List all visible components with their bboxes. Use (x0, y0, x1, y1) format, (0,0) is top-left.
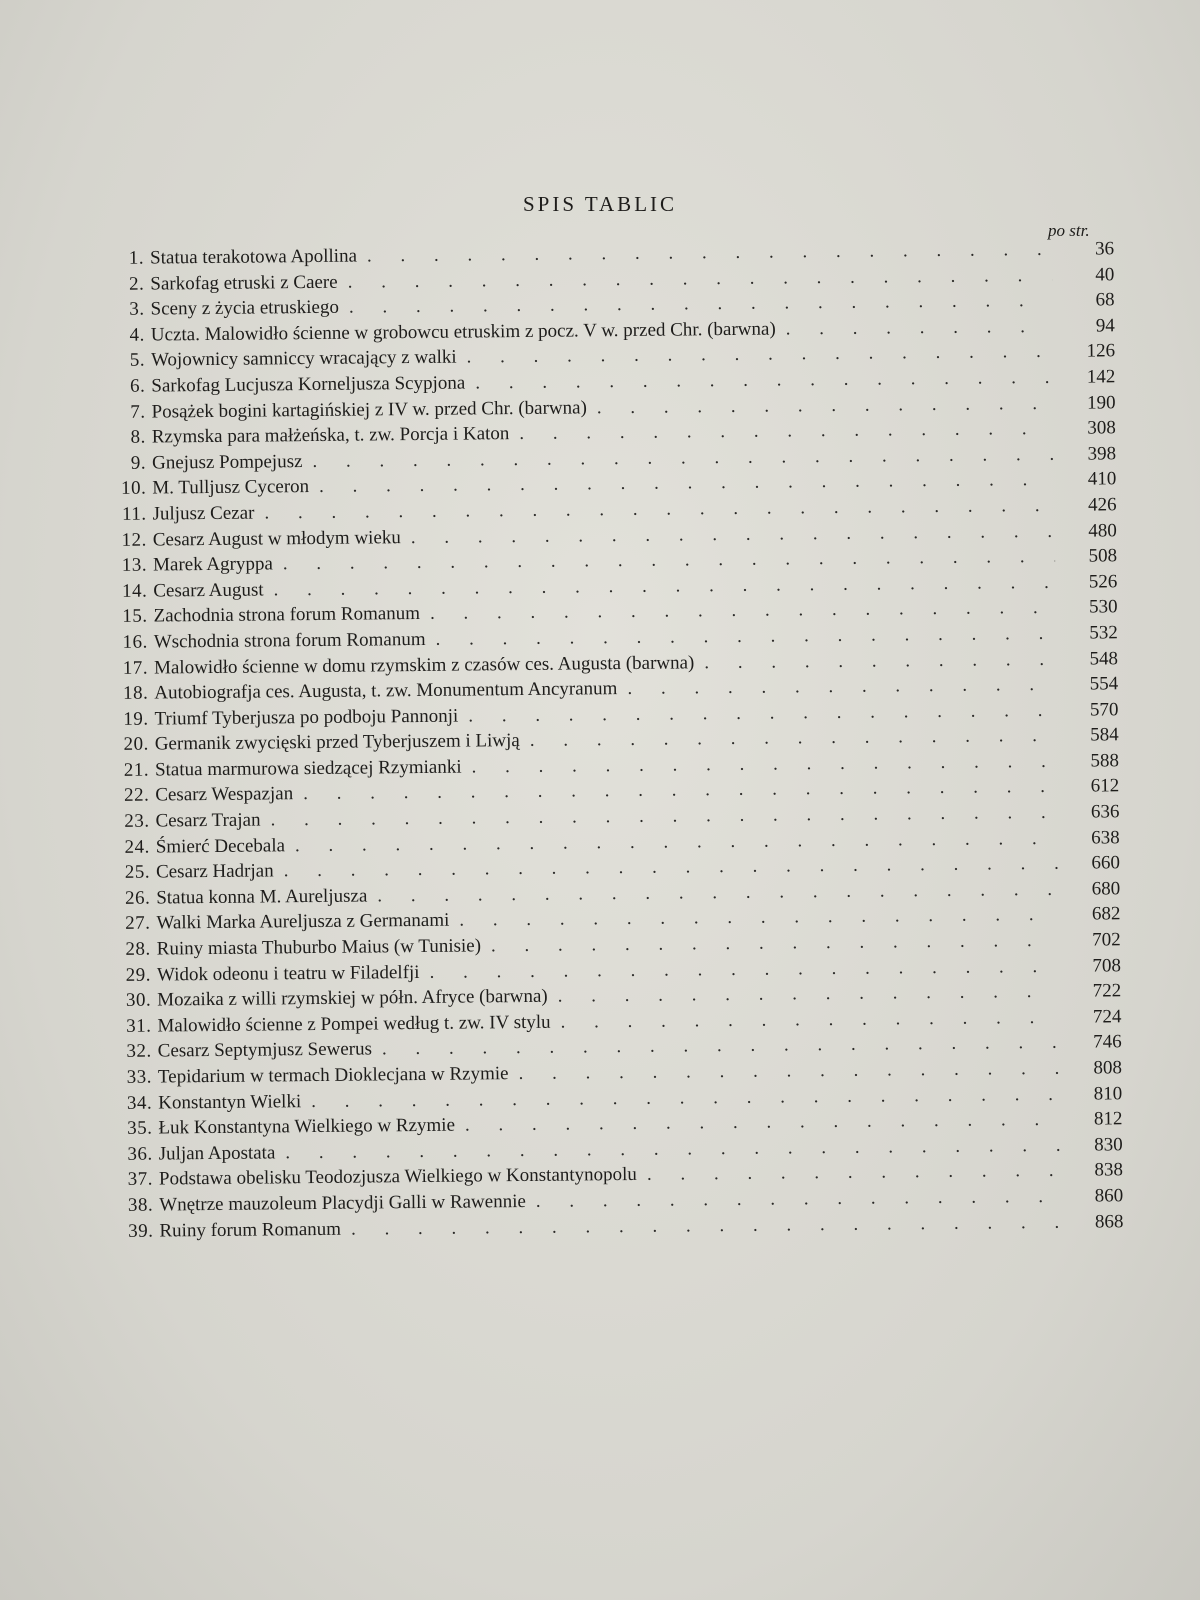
entry-title: Gnejusz Pompejusz (151, 450, 303, 474)
entry-number: 26. (124, 887, 151, 909)
entry-title: Ruiny miasta Thuburbo Maius (w Tunisie) (156, 935, 482, 960)
entry-number: 17. (122, 657, 149, 679)
entry-page-number: 190 (1086, 391, 1116, 414)
entry-title: Cesarz Hadrjan (155, 860, 274, 883)
dot-leader (647, 1158, 1061, 1188)
entry-title: Juljan Apostata (158, 1142, 276, 1165)
entry-number: 6. (129, 375, 146, 397)
entry-number: 4. (129, 324, 145, 346)
entry-title: Łuk Konstantyna Wielkiego w Rzymie (158, 1114, 456, 1139)
entry-title: Podstawa obelisku Teodozjusza Wielkiego w Konstantynopolu (158, 1164, 637, 1190)
entry-page-number: 480 (1088, 519, 1117, 542)
entry-number: 18. (122, 682, 149, 704)
entry-title: Cesarz Septymjusz Sewerus (157, 1038, 373, 1062)
entry-number: 5. (129, 349, 146, 372)
entry-title: Statua konna M. Aureljusza (156, 885, 368, 909)
entry-page-number: 860 (1094, 1185, 1124, 1207)
entry-number: 34. (126, 1092, 153, 1114)
entry-number: 25. (124, 861, 151, 884)
entry-title: Malowidło ścienne w domu rzymskim z czasów ces. Augusta (barwna) (153, 651, 695, 679)
entry-page-number: 142 (1086, 366, 1116, 388)
entry-page-number: 570 (1089, 698, 1119, 721)
entry-page-number: 126 (1086, 340, 1116, 362)
entry-title: Statua terakotowa Apollina (150, 245, 358, 269)
entry-page-number: 702 (1092, 929, 1121, 951)
entry-number: 20. (123, 733, 149, 756)
entry-number: 23. (124, 810, 150, 832)
entry-number: 2. (129, 273, 145, 295)
entry-page-number: 838 (1094, 1159, 1124, 1181)
entry-title: Triumf Tyberjusza po podboju Pannonji (154, 705, 459, 730)
page-column-heading: po str. (1048, 221, 1090, 240)
entry-number: 9. (130, 452, 147, 474)
entry-title: Germanik zwycięski przed Tyberjuszem i Liwją (154, 730, 520, 755)
entry-title: Cesarz Trajan (155, 809, 261, 832)
entry-number: 13. (121, 554, 148, 576)
entry-title: Ruiny forum Romanum (159, 1218, 342, 1242)
entry-page-number: 508 (1088, 545, 1118, 567)
entry-number: 8. (130, 426, 146, 448)
entry-page-number: 308 (1087, 417, 1116, 439)
entry-title: Widok odeonu i teatru w Filadelfji (156, 961, 420, 986)
entry-title: Malowidło ścienne z Pompei według t. zw. IV stylu (157, 1011, 551, 1037)
entry-page-number: 530 (1088, 596, 1118, 618)
entry-page-number: 36 (1094, 238, 1115, 260)
entry-number: 36. (127, 1143, 153, 1165)
entry-page-number: 808 (1093, 1057, 1123, 1079)
entry-page-number: 94 (1095, 315, 1115, 337)
entry-page-number: 40 (1095, 263, 1115, 286)
entry-title: Posążek bogini kartagińskiej z IV w. przed Chr. (barwna) (151, 396, 587, 423)
entry-number: 32. (126, 1040, 152, 1063)
dot-leader (351, 1209, 1062, 1241)
entry-page-number: 532 (1089, 622, 1118, 644)
entry-number: 37. (127, 1168, 154, 1191)
entry-title: Sarkofag Lucjusza Korneljusza Scypjona (151, 372, 466, 397)
entry-title: Walki Marka Aureljusza z Germanami (156, 910, 450, 934)
entry-page-number: 588 (1090, 750, 1120, 772)
entry-page-number: 660 (1091, 852, 1121, 874)
entry-number: 15. (122, 605, 148, 628)
entry-title: Wojownicy samniccy wracający z walki (150, 346, 457, 371)
entry-number: 30. (125, 989, 152, 1012)
entry-page-number: 426 (1087, 494, 1117, 516)
entry-number: 16. (122, 631, 148, 653)
entry-title: Rzymska para małżeńska, t. zw. Porcja i Katon (151, 423, 510, 448)
entry-page-number: 638 (1091, 826, 1120, 849)
entry-number: 28. (125, 938, 151, 960)
entry-title: Tepidarium w termach Dioklecjana w Rzymie (157, 1063, 509, 1088)
entry-title: Śmierć Decebala (155, 834, 286, 858)
entry-page-number: 410 (1087, 468, 1117, 490)
entry-title: Wnętrze mauzoleum Placydji Galli w Rawennie (159, 1190, 526, 1216)
entry-title: Cesarz Wespazjan (155, 783, 294, 807)
entry-title: Zachodnia strona forum Romanum (153, 603, 421, 627)
page-title: SPIS TABLIC (522, 192, 678, 216)
entry-number: 24. (124, 836, 150, 858)
entry-page-number: 398 (1087, 443, 1117, 465)
entry-title: M. Tulljusz Cyceron (152, 476, 310, 499)
entry-page-number: 680 (1091, 878, 1121, 900)
dot-leader (704, 646, 1056, 675)
entry-page-number: 812 (1093, 1108, 1123, 1130)
entry-page-number: 548 (1089, 647, 1119, 670)
entry-number: 27. (125, 913, 151, 935)
entry-number: 29. (125, 964, 152, 986)
entry-page-number: 708 (1092, 954, 1122, 977)
entry-page-number: 554 (1089, 673, 1119, 695)
entry-number: 7. (130, 401, 146, 423)
entry-number: 38. (127, 1194, 154, 1216)
entry-title: Sarkofag etruski z Caere (150, 271, 338, 295)
entry-number: 21. (123, 759, 150, 781)
entry-number: 39. (128, 1220, 154, 1242)
entry-page-number: 746 (1093, 1031, 1122, 1053)
entry-number: 10. (120, 477, 147, 500)
entry-page-number: 830 (1094, 1134, 1123, 1156)
entry-page-number: 584 (1090, 724, 1119, 746)
entry-title: Marek Agryppa (152, 553, 273, 576)
entry-title: Sceny z życia etruskiego (150, 296, 340, 320)
entry-title: Cesarz August (153, 579, 264, 602)
plates-list (104, 236, 1124, 1244)
entry-page-number: 682 (1091, 903, 1121, 925)
entry-number: 3. (129, 298, 145, 320)
entry-page-number: 526 (1088, 571, 1118, 593)
entry-title: Autobiografja ces. Augusta, t. zw. Monumentum Ancyranum (154, 678, 618, 704)
entry-page-number: 68 (1095, 289, 1115, 311)
entry-title: Uczta. Malowidło ścienne w grobowcu etruskim z pocz. V w. przed Chr. (barwna) (150, 318, 776, 346)
entry-title: Statua marmurowa siedzącej Rzymianki (154, 756, 462, 781)
entry-page-number: 810 (1093, 1082, 1123, 1105)
entry-number: 1. (128, 247, 145, 269)
entry-page-number: 636 (1090, 801, 1120, 823)
entry-page-number: 868 (1094, 1210, 1124, 1233)
entry-title: Mozaika z willi rzymskiej w półn. Afryce (barwna) (157, 985, 548, 1011)
entry-number: 11. (121, 503, 147, 525)
entry-title: Cesarz August w młodym wieku (152, 526, 401, 551)
entry-number: 22. (123, 785, 150, 807)
entry-number: 14. (121, 580, 148, 602)
entry-title: Konstantyn Wielki (158, 1090, 302, 1114)
entry-number: 35. (127, 1117, 153, 1140)
entry-number: 33. (126, 1066, 153, 1088)
entry-number: 19. (123, 708, 149, 730)
entry-page-number: 724 (1092, 1006, 1122, 1028)
entry-title: Wschodnia strona forum Romanum (153, 628, 426, 653)
dot-leader (786, 314, 1053, 342)
entry-number: 12. (121, 529, 147, 551)
entry-number: 31. (126, 1015, 152, 1037)
entry-page-number: 612 (1090, 775, 1120, 798)
entry-title: Juljusz Cezar (152, 502, 255, 525)
entry-page-number: 722 (1092, 980, 1122, 1002)
